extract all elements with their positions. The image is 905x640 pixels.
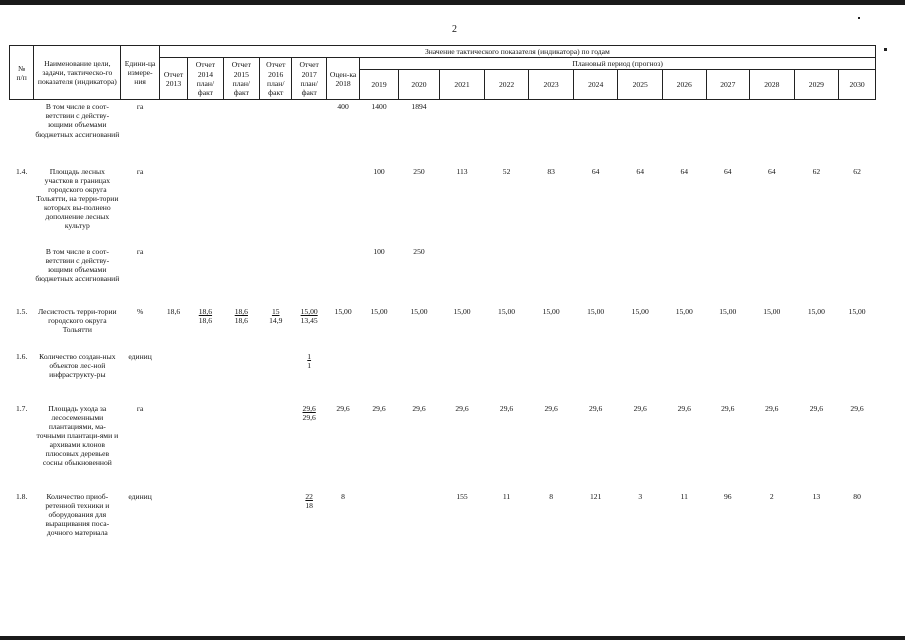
row-unit: % [136,306,144,316]
header-num: № п/п [10,46,34,100]
row-2014 [188,165,223,245]
row-2017 [292,165,326,245]
row-2018: 8 [341,491,345,501]
row-year-2021: 113 [456,166,468,176]
header-2014: Отчет 2014 план/ факт [188,58,223,100]
row-2017-plan: 22 [305,491,313,501]
header-name: Наименование цели, задачи, тактическо-го показателя (индикатора) [34,46,121,100]
row-unit: га [136,166,144,176]
scan-dot [884,48,887,51]
row-year-2025 [618,350,663,402]
row-2018: 29,6 [336,403,350,413]
row-year-2026 [662,350,706,402]
row-2017-plan: 29,6 [302,403,316,413]
row-year-2030 [839,350,876,402]
row-2013 [159,245,187,305]
row-year-2029: 29,6 [809,403,824,413]
row-year-2020 [398,350,440,402]
row-2013: 18,6 [166,306,181,316]
row-year-2024 [573,350,618,402]
row-num: 1.7. [15,403,28,413]
row-2015 [223,350,259,402]
row-year-2029 [794,100,839,165]
row-year-2030: 15,00 [848,306,866,316]
row-2014 [188,305,223,350]
row-2014 [188,350,223,402]
row-2017 [292,402,326,490]
row-2016 [260,490,292,560]
row-year-2024: 29,6 [589,403,603,413]
row-year-2023 [529,100,574,165]
row-year-2020 [398,490,440,560]
row-2018 [326,245,359,305]
table-row [10,490,876,560]
bottom-border [0,636,905,640]
row-2015 [223,490,259,560]
row-year-2025: 3 [638,491,643,501]
row-year-2019: 15,00 [370,306,388,316]
row-2013 [159,402,187,490]
row-2013 [159,490,187,560]
row-year-2025 [618,245,663,305]
indicator-table [9,45,876,560]
row-num: 1.8. [15,491,28,501]
header-year-2028: 2028 [750,70,795,100]
row-year-2022: 15,00 [498,306,516,316]
row-year-2021: 155 [456,491,468,501]
row-name: Лесистость терри-тории городского округа Тольятти [38,306,117,334]
header-year-2026: 2026 [662,70,706,100]
row-num [10,245,34,305]
row-year-2027: 15,00 [719,306,737,316]
row-year-2023 [529,245,574,305]
row-unit: единиц [128,351,152,361]
row-year-2029 [794,245,839,305]
row-name: В том числе в соот-ветствии с действу-ющими объемами бюджетных ассигнований [35,102,120,139]
row-unit: га [136,246,144,256]
header-year-2030: 2030 [839,70,876,100]
row-2016 [260,245,292,305]
row-unit: га [136,403,144,413]
row-year-2024 [573,245,618,305]
row-2014-fact: 18,6 [198,315,213,325]
row-year-2028: 2 [769,491,774,501]
row-year-2023: 8 [549,491,554,501]
row-year-2029 [794,350,839,402]
page-number: 2 [452,24,457,35]
row-2017 [292,350,326,402]
row-2018 [326,350,359,402]
row-2016 [260,100,292,165]
row-2015-plan: 18,6 [234,306,248,316]
row-year-2019: 100 [373,166,385,176]
row-year-2022 [484,350,529,402]
row-year-2021 [440,245,485,305]
table-row [10,402,876,490]
header-2016: Отчет 2016 план/ факт [260,58,292,100]
row-2017-plan: 1 [307,351,312,361]
row-year-2027: 29,6 [721,403,735,413]
row-2017-plan: 15,00 [300,306,318,316]
row-year-2027: 64 [723,166,732,176]
row-year-2029: 62 [812,166,821,176]
row-year-2025: 15,00 [631,306,649,316]
header-2015: Отчет 2015 план/ факт [223,58,259,100]
row-2017 [292,245,326,305]
table-row [10,245,876,305]
row-2017-fact: 29,6 [302,412,316,422]
row-year-2019 [360,350,398,402]
row-year-2021: 29,6 [455,403,469,413]
row-year-2019 [360,490,398,560]
row-year-2023: 83 [547,166,555,176]
row-year-2030 [839,100,876,165]
row-2017-fact: 1 [307,360,312,370]
row-year-2020: 1894 [411,102,427,112]
row-year-2025: 64 [636,166,644,176]
row-2017 [292,100,326,165]
row-year-2024: 15,00 [587,306,605,316]
row-2018 [326,165,359,245]
header-2017: Отчет 2017 план/ факт [292,58,326,100]
header-year-2027: 2027 [706,70,750,100]
row-year-2022: 29,6 [499,403,514,413]
row-2016 [260,165,292,245]
top-border [0,0,905,5]
row-year-2027 [706,100,750,165]
header-year-2024: 2024 [573,70,618,100]
row-year-2025: 29,6 [633,403,647,413]
row-year-2028: 29,6 [765,403,779,413]
row-year-2028 [750,350,795,402]
header-year-2022: 2022 [484,70,529,100]
row-year-2029: 13 [812,491,821,501]
row-name: Количество приоб-ретенной техники и оборудования для выращивания поса-дочного материала [45,491,110,538]
row-year-2030: 80 [853,491,861,501]
row-name: Площадь лесных участков в границах городского округа Тольятти, на терри-тории которых вы-полнено дополнение лесных культур [36,166,119,231]
row-year-2019: 29,6 [372,403,386,413]
row-2016-fact: 14,9 [269,315,283,325]
row-year-2026: 29,6 [677,403,691,413]
row-year-2030 [839,245,876,305]
row-year-2026: 11 [680,491,688,501]
row-2014 [188,402,223,490]
header-group: Значение тактического показателя (индикатора) по годам [159,46,875,58]
row-year-2019: 1400 [371,102,387,112]
table-row [10,305,876,350]
header-unit: Едини-ца измере-ния [121,46,159,100]
header-2018: Оцен-ка 2018 [326,58,359,100]
row-name: В том числе в соот-ветствии с действу-ющими объемами бюджетных ассигнований [35,246,120,284]
row-2018: 15,00 [334,306,352,316]
row-year-2026: 64 [680,166,689,176]
row-num: 1.5. [15,306,28,316]
scan-dot [858,17,860,19]
row-2013 [159,100,187,165]
row-year-2026 [662,100,706,165]
row-year-2028 [750,100,795,165]
header-year-2019: 2019 [360,70,398,100]
row-year-2025 [618,100,663,165]
row-2014-plan: 18,6 [198,306,213,316]
row-2016 [260,402,292,490]
row-year-2022: 11 [502,491,511,501]
row-year-2028: 15,00 [763,306,781,316]
row-year-2021 [440,350,485,402]
row-year-2027 [706,350,750,402]
row-year-2028: 64 [768,166,776,176]
row-2014 [188,100,223,165]
header-2013: Отчет 2013 [159,58,187,100]
row-2014 [188,490,223,560]
row-year-2020: 29,6 [412,403,426,413]
row-name: Количество создан-ных объектов лес-ной инфраструкту-ры [39,351,116,379]
row-2017-fact: 18 [305,500,313,510]
row-2015 [223,305,259,350]
row-year-2028 [750,245,795,305]
row-2015 [223,245,259,305]
row-num: 1.6. [15,351,28,361]
row-year-2030: 62 [853,166,861,176]
row-year-2027 [706,245,750,305]
row-name: Площадь ухода за лесосеменными плантациями, ма-точными плантаци-ями и архивами клонов плюсовых деревьев сосны обыкновенной [36,403,119,468]
header-plan-group: Плановый период (прогноз) [360,58,876,70]
row-year-2020: 250 [413,166,425,176]
header-year-2023: 2023 [529,70,574,100]
table-row [10,350,876,402]
row-2015 [223,402,259,490]
row-2014 [188,245,223,305]
table-row [10,165,876,245]
row-year-2021: 15,00 [453,306,471,316]
row-year-2023 [529,350,574,402]
row-year-2022: 52 [502,166,511,176]
row-2016-plan: 15 [271,306,280,316]
row-year-2019: 100 [373,246,385,256]
row-2016 [260,350,292,402]
row-year-2022 [484,245,529,305]
row-2015-fact: 18,6 [234,315,248,325]
header-year-2020: 2020 [398,70,440,100]
row-year-2022 [484,100,529,165]
row-2015 [223,100,259,165]
row-year-2023: 15,00 [542,306,560,316]
row-2018: 400 [337,102,349,112]
header-year-2029: 2029 [794,70,839,100]
row-year-2020: 250 [413,246,425,256]
row-unit: га [136,102,144,112]
table-row [10,100,876,165]
row-unit: единиц [128,491,152,501]
row-year-2023: 29,6 [544,403,558,413]
row-year-2026 [662,245,706,305]
row-year-2024: 121 [589,491,602,501]
row-num: 1.4. [15,166,28,176]
row-2013 [159,350,187,402]
row-2016 [260,305,292,350]
row-year-2027: 96 [723,491,732,501]
row-year-2030: 29,6 [850,403,864,413]
row-year-2029: 15,00 [807,306,825,316]
row-2017-fact: 13,45 [300,315,318,325]
row-year-2020: 15,00 [410,306,428,316]
row-2017 [292,305,326,350]
header-year-2025: 2025 [618,70,663,100]
header-year-2021: 2021 [440,70,485,100]
row-year-2026: 15,00 [675,306,693,316]
row-num [10,100,34,165]
row-year-2024 [573,100,618,165]
row-year-2021 [440,100,485,165]
row-year-2024: 64 [591,166,600,176]
row-2015 [223,165,259,245]
row-2017 [292,490,326,560]
row-2013 [159,165,187,245]
